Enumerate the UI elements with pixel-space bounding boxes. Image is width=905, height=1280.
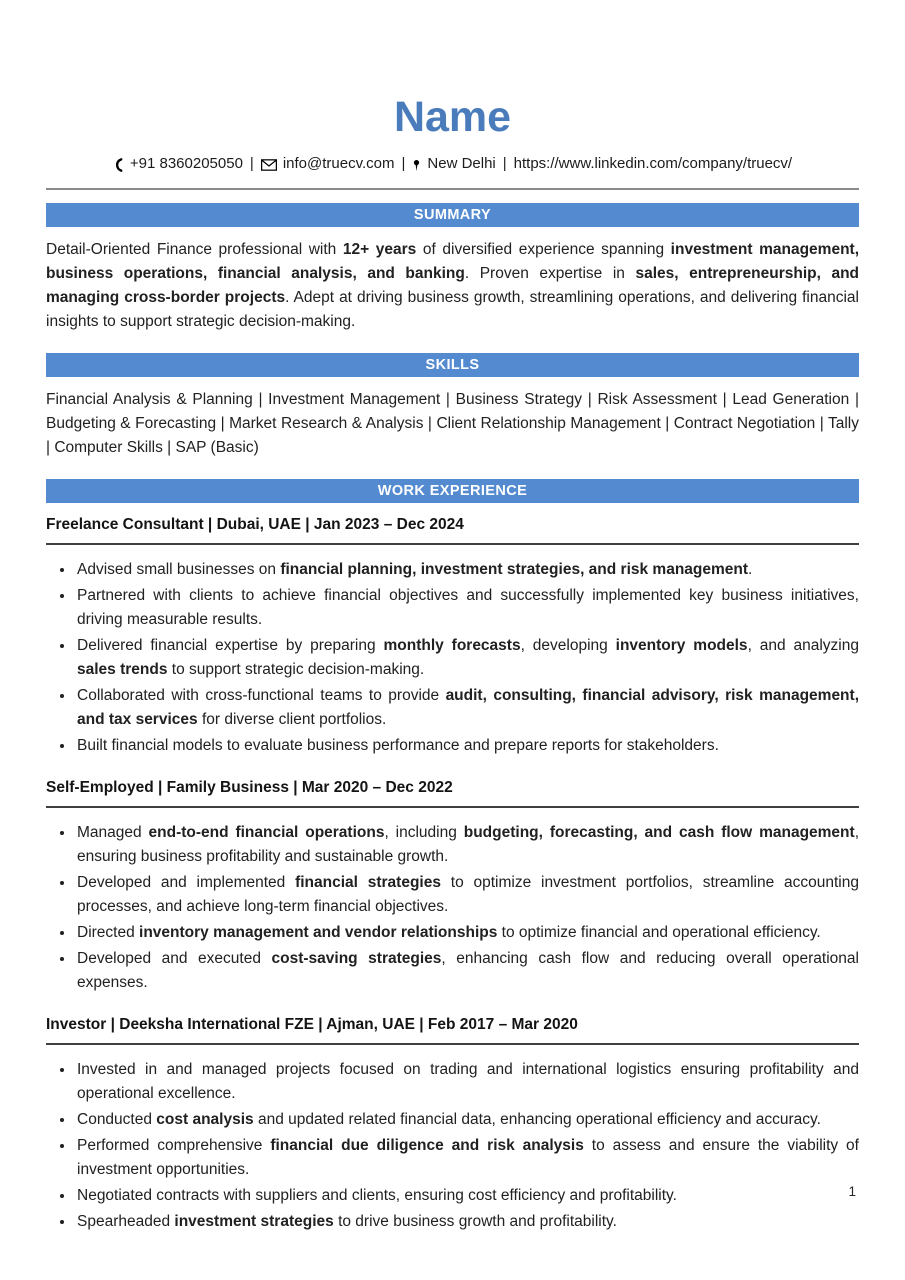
bullet-item [75, 1210, 859, 1234]
email-icon [261, 156, 277, 173]
location-icon [412, 156, 421, 173]
bold-text-run: financial due diligence and risk analysis [270, 1137, 584, 1155]
text-run: for diverse client portfolios. [197, 711, 387, 729]
job-entry [46, 766, 859, 995]
text-run: Partnered with clients to achieve financial objectives and successfully implemented key business initiatives, driving measurable results. [77, 587, 859, 629]
contact-separator: | [502, 155, 507, 172]
bullet-item [75, 1108, 859, 1132]
job-bullets [46, 821, 859, 995]
bold-text-run: sales trends [77, 661, 168, 679]
text-run: to support strategic decision-making. [167, 661, 425, 679]
bold-text-run: 12+ years [342, 241, 417, 259]
bullet-item [75, 921, 859, 945]
bold-text-run: audit, consulting, financial advisory, risk management, and tax services [77, 687, 859, 729]
skills-section-banner [46, 353, 859, 377]
bold-text-run: cost-saving strategies [271, 950, 442, 968]
text-run: to drive business growth and profitability. [333, 1213, 617, 1231]
bullet-item [75, 821, 859, 869]
bold-text-run: inventory models [615, 637, 748, 655]
text-run: Developed and implemented [77, 874, 296, 892]
text-run: to assess and ensure the viability of investment opportunities. [77, 1137, 859, 1179]
contact-separator: | [249, 155, 254, 172]
job-entry [46, 1003, 859, 1234]
job-bullets [46, 558, 859, 758]
text-run: . [748, 561, 753, 579]
text-run: to optimize investment portfolios, streamline accounting processes, and achieve long-term financial objectives. [77, 874, 859, 916]
text-run: Directed [77, 924, 140, 942]
text-run: Invested in and managed projects focused on trading and international logistics ensuring profitability and operational excellence. [77, 1061, 859, 1103]
text-run: , developing [520, 637, 616, 655]
summary-text [46, 238, 859, 334]
contact-item: info@truecv.com [282, 155, 395, 172]
job-heading: Freelance Consultant | Dubai, UAE | Jan 2023 – Dec 2024 [46, 503, 859, 545]
text-run: , and analyzing [747, 637, 859, 655]
bullet-item [75, 734, 859, 758]
summary-section-banner [46, 203, 859, 227]
bullet-item [75, 684, 859, 732]
bullet-item [75, 558, 859, 582]
job-heading: Investor | Deeksha International FZE | Ajman, UAE | Feb 2017 – Mar 2020 [46, 1003, 859, 1045]
bold-text-run: investment strategies [174, 1213, 334, 1231]
bold-text-run: budgeting, forecasting, and cash flow management [463, 824, 855, 842]
contact-item: https://www.linkedin.com/company/truecv/ [513, 155, 793, 172]
candidate-name: Name [393, 93, 512, 141]
text-run: and updated related financial data, enhancing operational efficiency and accuracy. [253, 1111, 821, 1129]
text-run: of diversified experience spanning [416, 241, 671, 259]
text-run: , enhancing cash flow and reducing overall operational expenses. [77, 950, 859, 992]
text-run: Collaborated with cross-functional teams to provide [77, 687, 446, 705]
job-heading: Self-Employed | Family Business | Mar 2020 – Dec 2022 [46, 766, 859, 808]
text-run: Conducted [77, 1111, 157, 1129]
text-run: Managed [77, 824, 149, 842]
text-run: Developed and executed [77, 950, 272, 968]
contact-item: +91 8360205050 [129, 155, 243, 172]
phone-icon [113, 156, 124, 173]
text-run: Spearheaded [77, 1213, 175, 1231]
text-run: Performed comprehensive [77, 1137, 271, 1155]
bullet-item [75, 1058, 859, 1106]
bold-text-run: end-to-end financial operations [148, 824, 385, 842]
text-run: to optimize financial and operational efficiency. [497, 924, 821, 942]
bold-text-run: investment management, business operations, financial analysis, and banking [46, 241, 860, 283]
text-run: . Proven expertise in [464, 265, 636, 283]
bold-text-run: monthly forecasts [383, 637, 521, 655]
bullet-item [75, 947, 859, 995]
bullet-item [75, 584, 859, 632]
skills-text: Financial Analysis & Planning | Investment Management | Business Strategy | Risk Assessment | Lead Generation | Budgeting & Forecasting | Market Research & Analysis | Client Relationship Management | Contract Negotiation | Tally | Computer Skills | SAP (Basic) [46, 391, 859, 457]
text-run: Built financial models to evaluate business performance and prepare reports for stakeholders. [77, 737, 719, 755]
job-entry [46, 503, 859, 758]
text-run: Negotiated contracts with suppliers and clients, ensuring cost efficiency and profitability. [77, 1187, 677, 1205]
experience-section-title: WORK EXPERIENCE [377, 483, 528, 500]
bullet-item [75, 871, 859, 919]
summary-section-title: SUMMARY [413, 207, 492, 224]
header-divider [46, 188, 859, 190]
jobs-container [46, 503, 859, 1234]
text-run: Advised small businesses on [77, 561, 281, 579]
bold-text-run: financial strategies [295, 874, 441, 892]
contact-separator: | [401, 155, 406, 172]
job-bullets [46, 1058, 859, 1234]
contact-item: New Delhi [427, 155, 496, 172]
bold-text-run: sales, entrepreneurship, and managing cross-border projects [46, 265, 860, 307]
experience-section-banner [46, 479, 859, 503]
contact-line [46, 155, 859, 173]
bullet-item [75, 634, 859, 682]
bold-text-run: financial planning, investment strategies, and risk management [280, 561, 749, 579]
bullet-item [75, 1184, 859, 1208]
bold-text-run: cost analysis [156, 1111, 254, 1129]
bullet-item [75, 1134, 859, 1182]
skills-section-title: SKILLS [425, 357, 480, 374]
text-run: , ensuring business profitability and sustainable growth. [77, 824, 859, 866]
text-run: , including [384, 824, 464, 842]
bold-text-run: inventory management and vendor relationships [139, 924, 498, 942]
text-run: Detail-Oriented Finance professional with [46, 241, 343, 259]
text-run: Delivered financial expertise by preparing [77, 637, 384, 655]
page-number: 1 [848, 1184, 856, 1199]
text-run: . Adept at driving business growth, streamlining operations, and delivering financial insights to support strategic decision-making. [46, 289, 859, 331]
